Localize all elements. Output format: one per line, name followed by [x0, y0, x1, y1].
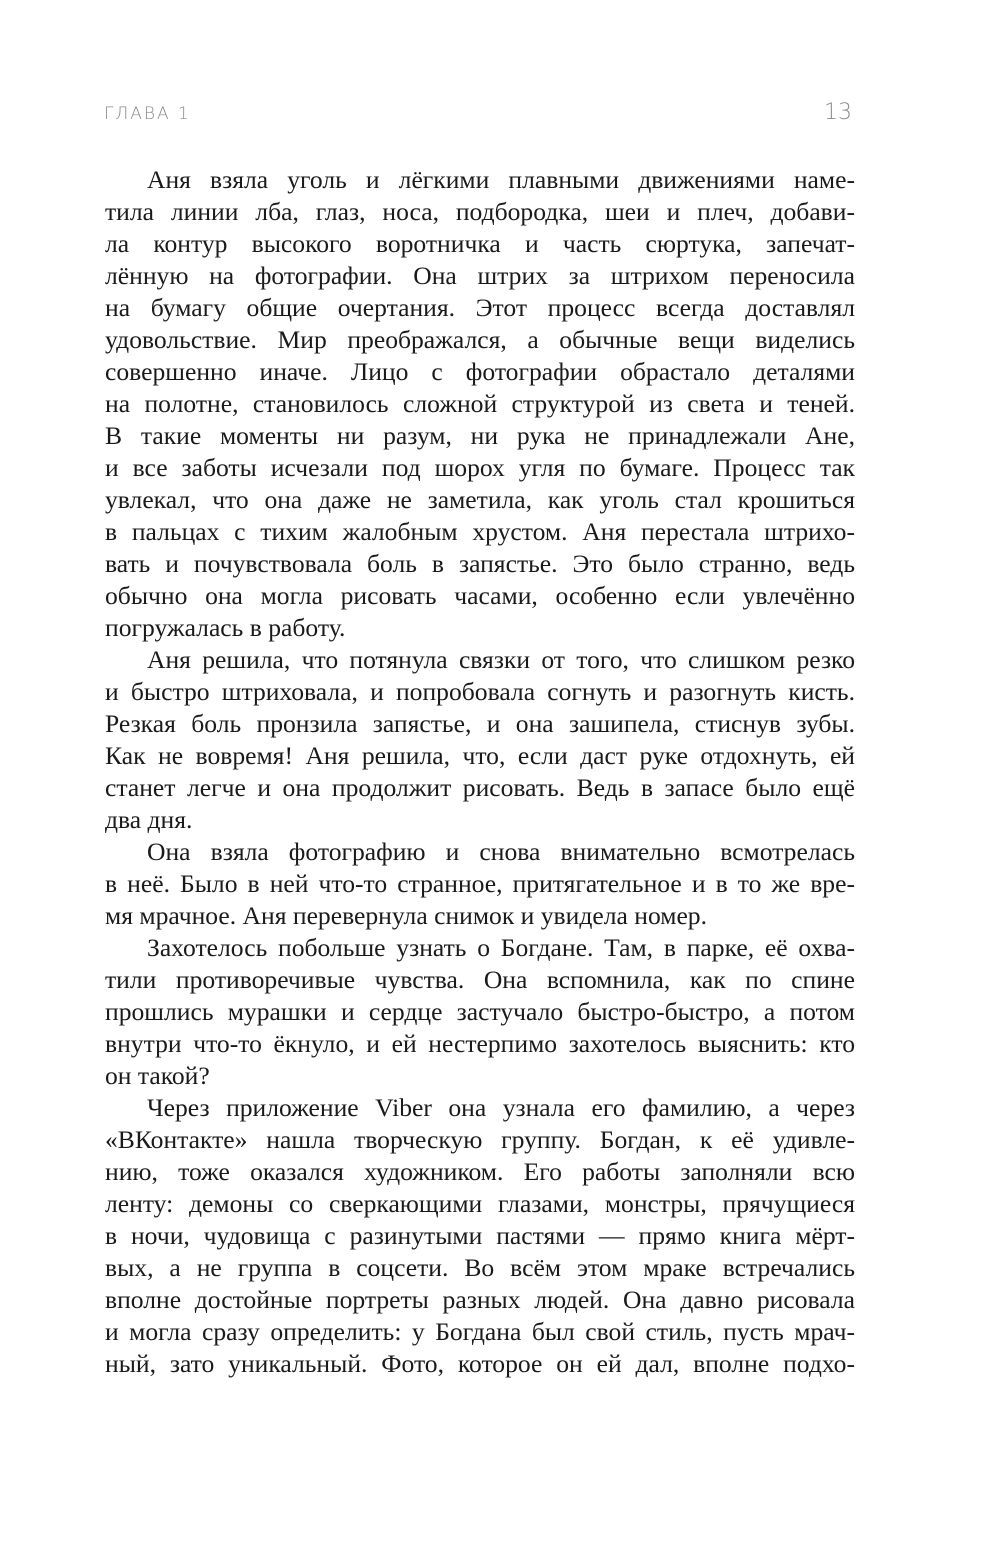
text-line [105, 644, 855, 676]
text-line [105, 356, 855, 388]
text-line [105, 196, 855, 228]
text-line-content: и быстро штриховала, и попробовала согнуть и разогнуть кисть. [105, 677, 855, 706]
text-line-content: в ночи, чудовища с разинутыми пастями — прямо книга мёрт- [105, 1221, 855, 1250]
text-line [105, 164, 855, 196]
text-line-content: станет легче и она продолжит рисовать. Ведь в запасе было ещё [105, 773, 855, 802]
text-line [105, 1348, 855, 1380]
text-line [105, 388, 855, 420]
text-line-content: обычно она могла рисовать часами, особенно если увлечённо [105, 581, 855, 610]
text-line-content: В такие моменты ни разум, ни рука не принадлежали Ане, [105, 421, 855, 450]
text-line-content: мя мрачное. Аня перевернула снимок и увидела номер. [105, 901, 708, 930]
text-line [105, 708, 855, 740]
page-number: 13 [824, 100, 852, 125]
text-line-content: удовольствие. Мир преображался, а обычные вещи виделись [105, 325, 855, 354]
text-line-content: Через приложение Viber она узнала его фамилию, а через [147, 1093, 855, 1122]
text-line-content: тили противоречивые чувства. Она вспомнила, как по спине [105, 965, 855, 994]
text-line-content: Она взяла фотографию и снова внимательно всмотрелась [147, 837, 855, 866]
text-line-content: два дня. [105, 805, 193, 834]
text-line [105, 1316, 855, 1348]
text-line [105, 1220, 855, 1252]
text-line-content: он такой? [105, 1061, 210, 1090]
text-line [105, 1252, 855, 1284]
text-line [105, 900, 855, 932]
text-line-content: «ВКонтакте» нашла творческую группу. Богдан, к её удивле- [105, 1125, 855, 1154]
text-line [105, 772, 855, 804]
text-line-content: Как не вовремя! Аня решила, что, если даст руке отдохнуть, ей [105, 741, 855, 770]
text-line-content: ный, зато уникальный. Фото, которое он ей дал, вполне подхо- [105, 1349, 855, 1378]
text-line [105, 548, 855, 580]
text-line-content: совершенно иначе. Лицо с фотографии обрастало деталями [105, 357, 855, 386]
text-line-content: Резкая боль пронзила запястье, и она зашипела, стиснув зубы. [105, 709, 855, 738]
text-line [105, 420, 855, 452]
text-line-content: в неё. Было в ней что-то странное, притягательное и в то же вре- [105, 869, 855, 898]
text-line-content: вполне достойные портреты разных людей. Она давно рисовала [105, 1285, 855, 1314]
text-line [105, 324, 855, 356]
text-line [105, 676, 855, 708]
text-line [105, 516, 855, 548]
text-line [105, 1124, 855, 1156]
text-line-content: увлекал, что она даже не заметила, как уголь стал крошиться [105, 485, 855, 514]
text-line-content: в пальцах с тихим жалобным хрустом. Аня перестала штрихо- [105, 517, 855, 546]
text-line-content: ла контур высокого воротничка и часть сюртука, запечат- [105, 229, 855, 258]
text-line-content: ленту: демоны со сверкающими глазами, монстры, прячущиеся [105, 1189, 855, 1218]
text-line-content: вать и почувствовала боль в запястье. Это было странно, ведь [105, 549, 855, 578]
text-line-content: погружалась в работу. [105, 613, 346, 642]
text-line [105, 292, 855, 324]
text-line-content: Захотелось побольше узнать о Богдане. Там, в парке, её охва- [147, 933, 855, 962]
text-line [105, 1284, 855, 1316]
text-line [105, 996, 855, 1028]
text-line-content: Аня взяла уголь и лёгкими плавными движениями наме- [147, 165, 855, 194]
text-line-content: вых, а не группа в соцсети. Во всём этом мраке встречались [105, 1253, 855, 1282]
text-line-content: нию, тоже оказался художником. Его работы заполняли всю [105, 1157, 855, 1186]
text-line [105, 740, 855, 772]
text-line [105, 1156, 855, 1188]
text-line [105, 228, 855, 260]
text-line-content: лённую на фотографии. Она штрих за штрихом переносила [105, 261, 855, 290]
text-line [105, 964, 855, 996]
text-line-content: прошлись мурашки и сердце застучало быстро-быстро, а потом [105, 997, 855, 1026]
text-line [105, 804, 855, 836]
text-line-content: на полотне, становилось сложной структурой из света и теней. [105, 389, 855, 418]
text-line [105, 580, 855, 612]
text-line [105, 612, 855, 644]
text-line-content: и могла сразу определить: у Богдана был свой стиль, пусть мрач- [105, 1317, 855, 1346]
text-line [105, 452, 855, 484]
body-text [105, 164, 855, 1380]
text-line [105, 1092, 855, 1124]
text-line [105, 932, 855, 964]
text-line [105, 868, 855, 900]
text-line [105, 484, 855, 516]
text-line [105, 1060, 855, 1092]
text-line-content: на бумагу общие очертания. Этот процесс всегда доставлял [105, 293, 855, 322]
text-line [105, 260, 855, 292]
text-line-content: Аня решила, что потянула связки от того, что слишком резко [147, 645, 855, 674]
text-line-content: внутри что-то ёкнуло, и ей нестерпимо захотелось выяснить: кто [105, 1029, 855, 1058]
text-line [105, 1028, 855, 1060]
running-head-chapter: ГЛАВА 1 [104, 104, 191, 124]
text-line-content: и все заботы исчезали под шорох угля по бумаге. Процесс так [105, 453, 855, 482]
text-line [105, 1188, 855, 1220]
text-line-content: тила линии лба, глаз, носа, подбородка, шеи и плеч, добави- [105, 197, 855, 226]
text-line [105, 836, 855, 868]
